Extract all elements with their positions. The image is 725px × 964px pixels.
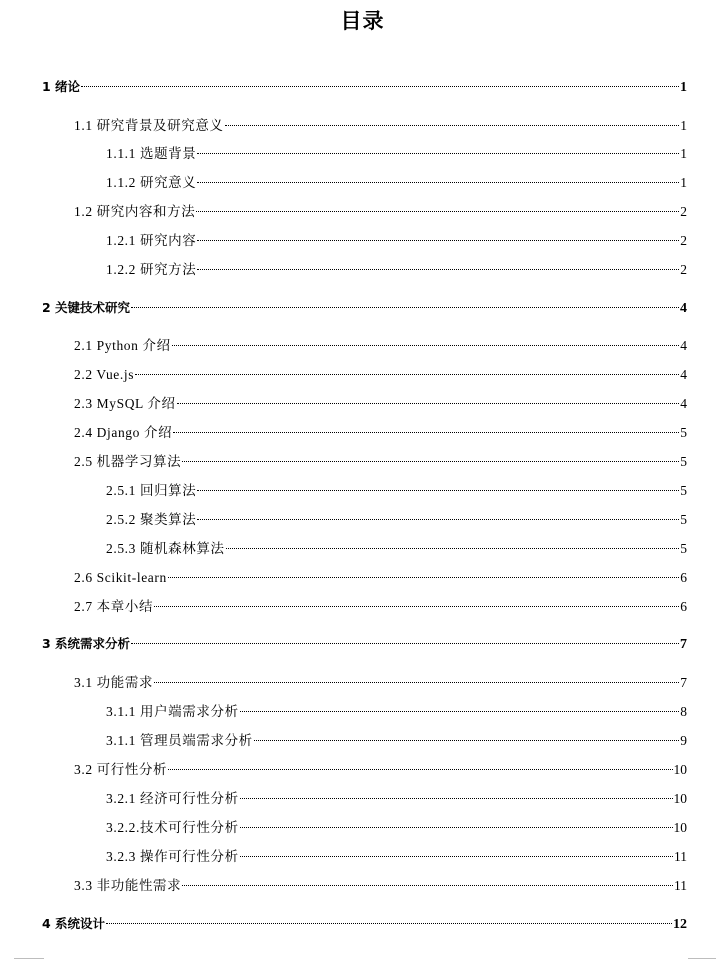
dot-leader xyxy=(182,461,679,462)
toc-entry-label: 3 系统需求分析 xyxy=(42,636,131,651)
toc-entry-page: 4 xyxy=(680,396,687,411)
toc-entry-label: 4 系统设计 xyxy=(42,916,106,931)
dot-leader xyxy=(197,519,679,520)
dot-leader xyxy=(225,125,680,126)
toc-entry-label: 1.2 研究内容和方法 xyxy=(74,204,196,219)
toc-entry-label: 3.2.1 经济可行性分析 xyxy=(106,791,239,806)
toc-entry-page: 1 xyxy=(680,175,687,190)
dot-leader xyxy=(131,307,679,308)
toc-entry-page: 1 xyxy=(680,118,687,133)
dot-leader xyxy=(154,606,679,607)
toc-entry-label: 2.5.3 随机森林算法 xyxy=(106,541,225,556)
toc-entry-page: 5 xyxy=(680,454,687,469)
toc-entry-2-5-3[interactable] xyxy=(106,538,687,560)
toc-entry-2-5[interactable] xyxy=(74,451,687,473)
toc-entry-label: 3.2 可行性分析 xyxy=(74,762,168,777)
toc-entry-3[interactable] xyxy=(42,633,687,655)
toc-entry-3-2-3[interactable] xyxy=(106,846,687,868)
toc-entry-page: 11 xyxy=(674,849,687,864)
toc-entry-page: 8 xyxy=(680,704,687,719)
toc-entry-label: 3.1.1 用户端需求分析 xyxy=(106,704,239,719)
toc-entry-page: 10 xyxy=(673,791,687,806)
toc-entry-page: 7 xyxy=(680,675,687,690)
dot-leader xyxy=(226,548,680,549)
toc-entry-page: 4 xyxy=(680,338,687,353)
dot-leader xyxy=(172,345,680,346)
toc-entry-label: 3.3 非功能性需求 xyxy=(74,878,182,893)
toc-entry-2-4[interactable] xyxy=(74,422,687,444)
dot-leader xyxy=(81,86,679,87)
page-corner-mark-left xyxy=(14,958,44,959)
dot-leader xyxy=(240,798,673,799)
toc-entry-1-2-2[interactable] xyxy=(106,259,687,281)
dot-leader xyxy=(254,740,679,741)
toc-entry-label: 1.1.1 选题背景 xyxy=(106,146,197,161)
dot-leader xyxy=(177,403,680,404)
toc-entry-label: 2.5.1 回归算法 xyxy=(106,483,197,498)
toc-entry-3-1-1-admin[interactable] xyxy=(106,730,687,752)
toc-entry-2-6[interactable] xyxy=(74,567,687,589)
toc-entry-2-5-1[interactable] xyxy=(106,480,687,502)
toc-entry-label: 3.1.1 管理员端需求分析 xyxy=(106,733,253,748)
toc-entry-page: 4 xyxy=(680,367,687,382)
dot-leader xyxy=(240,827,673,828)
toc-entry-page: 6 xyxy=(680,570,687,585)
toc-entry-page: 4 xyxy=(680,301,687,316)
toc-entry-page: 5 xyxy=(680,512,687,527)
dot-leader xyxy=(106,923,672,924)
toc-entry-4[interactable] xyxy=(42,913,687,935)
dot-leader xyxy=(168,769,672,770)
toc-entry-page: 2 xyxy=(680,262,687,277)
toc-entry-page: 5 xyxy=(680,425,687,440)
toc-entry-page: 5 xyxy=(680,483,687,498)
dot-leader xyxy=(154,682,679,683)
toc-entry-page: 6 xyxy=(680,599,687,614)
toc-entry-3-1[interactable] xyxy=(74,672,687,694)
toc-entry-label: 2.5.2 聚类算法 xyxy=(106,512,197,527)
toc-entry-label: 2.4 Django 介绍 xyxy=(74,425,173,440)
toc-entry-page: 11 xyxy=(674,878,687,893)
toc-entry-2-2[interactable] xyxy=(74,364,687,386)
dot-leader xyxy=(131,643,679,644)
toc-entry-page: 1 xyxy=(680,146,687,161)
toc-entry-label: 2.1 Python 介绍 xyxy=(74,338,171,353)
dot-leader xyxy=(168,577,679,578)
dot-leader xyxy=(173,432,679,433)
toc-entry-label: 1.1.2 研究意义 xyxy=(106,175,197,190)
toc-entry-label: 1.1 研究背景及研究意义 xyxy=(74,118,224,133)
toc-entry-page: 12 xyxy=(673,917,687,932)
page-title: 目录 xyxy=(340,9,385,33)
toc-entry-label: 2.6 Scikit-learn xyxy=(74,570,167,585)
toc-entry-page: 2 xyxy=(680,204,687,219)
dot-leader xyxy=(135,374,679,375)
toc-entry-3-2-1[interactable] xyxy=(106,788,687,810)
toc-entry-2-1[interactable] xyxy=(74,335,687,357)
toc-entry-page: 10 xyxy=(673,762,687,777)
dot-leader xyxy=(197,182,679,183)
toc-entry-page: 7 xyxy=(680,637,687,652)
toc-entry-3-2[interactable] xyxy=(74,759,687,781)
toc-entry-3-1-1-user[interactable] xyxy=(106,701,687,723)
toc-entry-1-1[interactable] xyxy=(74,115,687,137)
dot-leader xyxy=(196,211,679,212)
toc-entry-page: 1 xyxy=(680,80,687,95)
toc-entry-label: 2 关键技术研究 xyxy=(42,300,131,315)
toc-entry-label: 3.2.2.技术可行性分析 xyxy=(106,820,239,835)
toc-entry-page: 5 xyxy=(680,541,687,556)
toc-entry-page: 9 xyxy=(680,733,687,748)
toc-entry-page: 10 xyxy=(673,820,687,835)
toc-entry-2-7[interactable] xyxy=(74,596,687,618)
toc-entry-3-3[interactable] xyxy=(74,875,687,897)
toc-entry-label: 3.1 功能需求 xyxy=(74,675,154,690)
toc-entry-1-2[interactable] xyxy=(74,201,687,223)
toc-entry-2-3[interactable] xyxy=(74,393,687,415)
dot-leader xyxy=(182,885,673,886)
dot-leader xyxy=(197,269,679,270)
toc-entry-1[interactable] xyxy=(42,76,687,98)
toc-entry-label: 2.3 MySQL 介绍 xyxy=(74,396,176,411)
toc-entry-label: 2.2 Vue.js xyxy=(74,367,135,382)
toc-entry-page: 2 xyxy=(680,233,687,248)
toc-entry-1-1-2[interactable] xyxy=(106,172,687,194)
toc-entry-1-2-1[interactable] xyxy=(106,230,687,252)
toc-entry-label: 1.2.2 研究方法 xyxy=(106,262,197,277)
toc-entry-3-2-2[interactable] xyxy=(106,817,687,839)
page-corner-mark-right xyxy=(688,958,716,959)
dot-leader xyxy=(197,153,679,154)
toc-entry-label: 2.5 机器学习算法 xyxy=(74,454,182,469)
dot-leader xyxy=(197,490,679,491)
toc-entry-label: 1.2.1 研究内容 xyxy=(106,233,197,248)
toc-entry-1-1-1[interactable] xyxy=(106,143,687,165)
toc-entry-2-5-2[interactable] xyxy=(106,509,687,531)
dot-leader xyxy=(197,240,679,241)
dot-leader xyxy=(240,856,673,857)
toc-entry-2[interactable] xyxy=(42,297,687,319)
toc-entry-label: 2.7 本章小结 xyxy=(74,599,154,614)
toc-entry-label: 1 绪论 xyxy=(42,79,81,94)
dot-leader xyxy=(240,711,680,712)
toc-entry-label: 3.2.3 操作可行性分析 xyxy=(106,849,239,864)
